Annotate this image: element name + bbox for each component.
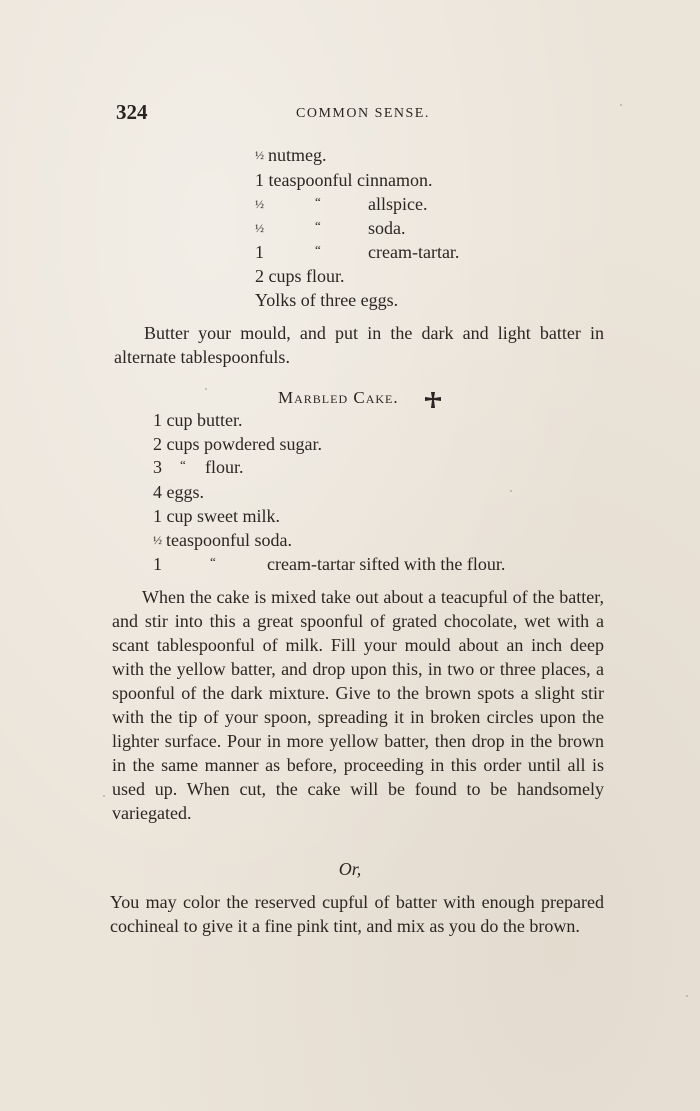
variant-paragraph: You may color the reserved cupful of batter with enough prepared cochineal to give it a fine pink tint, and mix as you do the brown.	[110, 892, 604, 936]
ingredient-line: Yolks of three eggs.	[255, 290, 399, 310]
page-number: 324	[116, 100, 148, 124]
ingredient-line: 3 “ flour.	[153, 457, 244, 477]
ingredient-line: 1 teaspoonful cinnamon.	[255, 170, 433, 190]
paper-speck	[686, 995, 688, 997]
paper-speck	[205, 388, 207, 390]
or-label: Or,	[338, 859, 362, 879]
ingredient-line: 4 eggs.	[153, 482, 204, 502]
ingredient-line: ½ nutmeg.	[255, 145, 327, 165]
paper-speck	[510, 490, 512, 492]
paper-speck	[103, 795, 105, 797]
ingredient-line: ½ “ soda.	[255, 218, 406, 238]
ingredient-line: 1 cup butter.	[153, 410, 243, 430]
ingredient-line: 1 cup sweet milk.	[153, 506, 280, 526]
paper-speck	[620, 104, 622, 106]
ingredient-line: ½ teaspoonful soda.	[153, 530, 292, 550]
cross-ornament-icon	[423, 390, 443, 410]
running-head: COMMON SENSE.	[296, 106, 430, 121]
ingredient-line: 1 “ cream-tartar sifted with the flour.	[153, 554, 506, 574]
page-header	[116, 100, 616, 130]
ingredient-line: 1 “ cream-tartar.	[255, 242, 460, 262]
recipe-title: Marbled Cake.	[278, 388, 399, 407]
ingredient-line: ½ “ allspice.	[255, 194, 428, 214]
method-paragraph: When the cake is mixed take out about a teacupful of the batter, and stir into this a great spoonful of grated chocolate, wet with a scant tablespoonful of milk. Fill your mould about an inch deep with the yellow batter, and drop upon this, in two or three places, a spoonful of the dark mixture. Give to the brown spots a slight stir with the tip of your spoon, spreading it in broken circles upon the lighter surface. Pour in more yellow batter, then drop in the brown in the same manner as before, proceeding in this order until all is used up. When cut, the cake will be found to be handsomely variegated.	[112, 587, 604, 823]
ingredient-line: 2 cups flour.	[255, 266, 345, 286]
ingredient-line: 2 cups powdered sugar.	[153, 434, 322, 454]
instruction-paragraph: Butter your mould, and put in the dark and light batter in alternate tablespoonfuls.	[114, 323, 604, 367]
